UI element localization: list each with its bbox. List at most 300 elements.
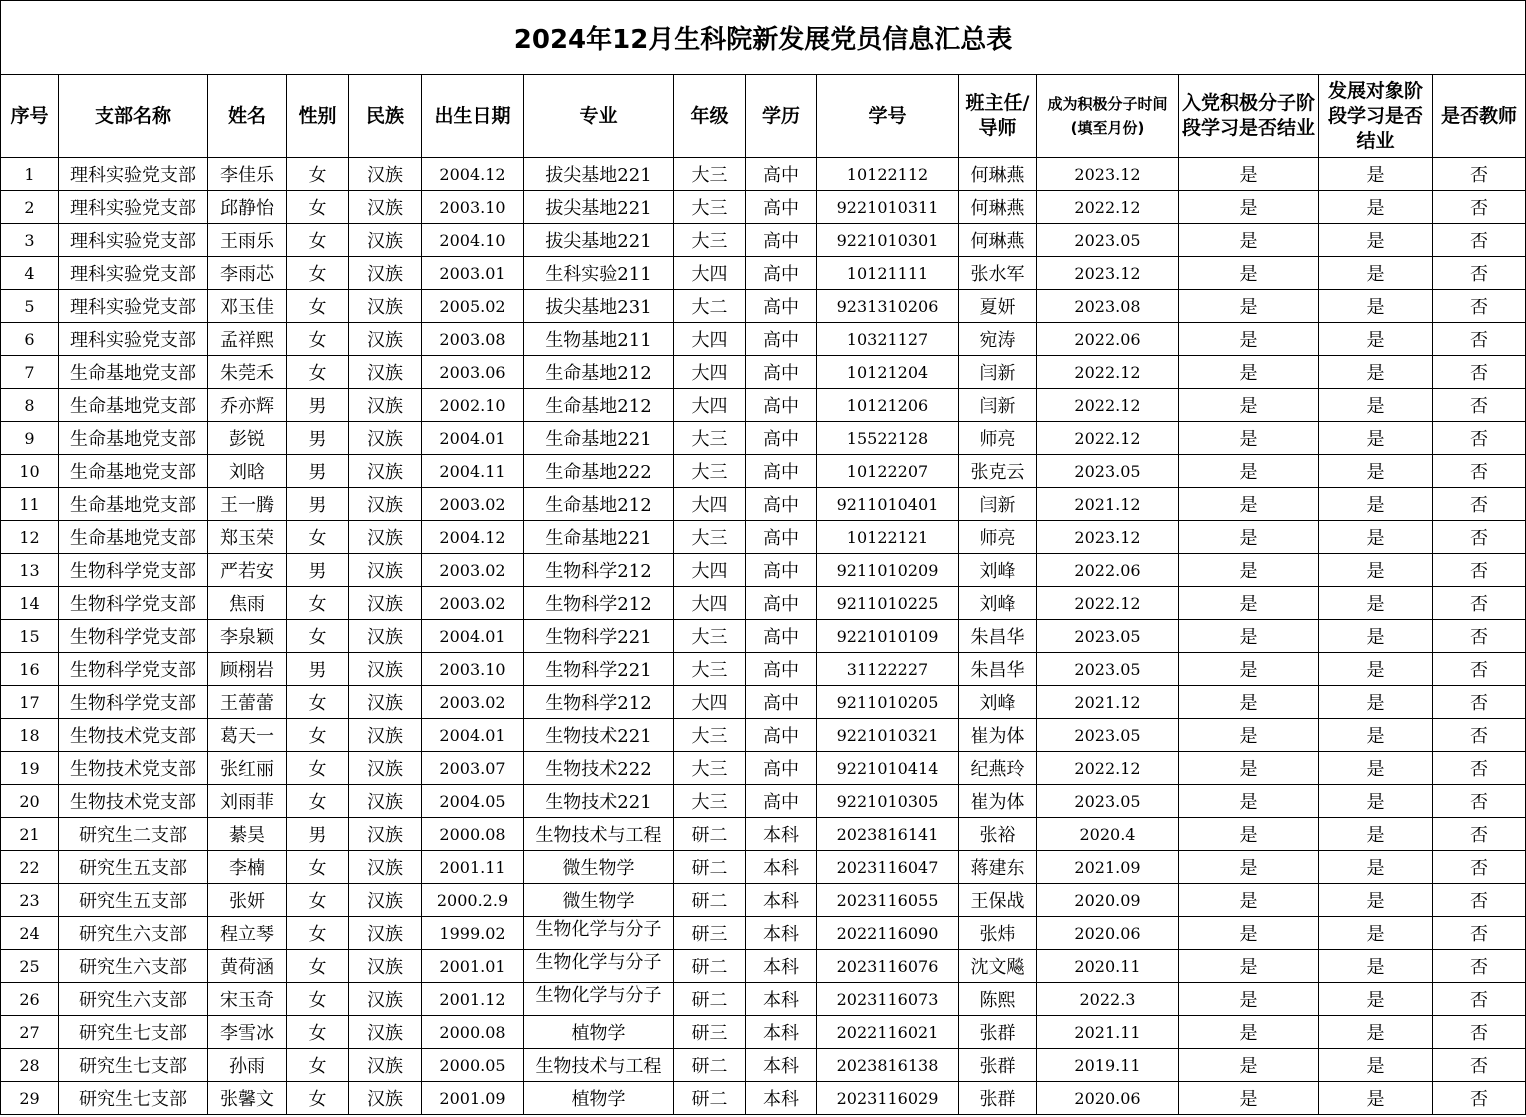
cell-name[interactable]: 李雨芯 — [208, 257, 287, 290]
cell-gender[interactable]: 女 — [287, 1082, 349, 1115]
cell-name[interactable]: 邱静怡 — [208, 191, 287, 224]
cell-candidate-training[interactable]: 是 — [1319, 884, 1433, 917]
cell-name[interactable]: 黄荷涵 — [208, 950, 287, 983]
cell-seq[interactable]: 8 — [1, 389, 59, 422]
cell-student-id[interactable]: 10122207 — [817, 455, 959, 488]
cell-gender[interactable]: 男 — [287, 389, 349, 422]
cell-major[interactable]: 生科实验211 — [524, 257, 674, 290]
cell-birth-date[interactable]: 2003.01 — [422, 257, 524, 290]
cell-education[interactable]: 本科 — [746, 1049, 817, 1082]
cell-name[interactable]: 刘晗 — [208, 455, 287, 488]
cell-grade[interactable]: 大三 — [674, 521, 746, 554]
cell-seq[interactable]: 18 — [1, 719, 59, 752]
cell-education[interactable]: 高中 — [746, 587, 817, 620]
cell-grade[interactable]: 大四 — [674, 257, 746, 290]
cell-ethnicity[interactable]: 汉族 — [349, 587, 422, 620]
cell-candidate-training[interactable]: 是 — [1319, 356, 1433, 389]
cell-birth-date[interactable]: 2003.02 — [422, 587, 524, 620]
cell-advisor[interactable]: 何琳燕 — [959, 224, 1037, 257]
cell-activist-training[interactable]: 是 — [1179, 1082, 1319, 1115]
cell-birth-date[interactable]: 2002.10 — [422, 389, 524, 422]
cell-activist-training[interactable]: 是 — [1179, 752, 1319, 785]
cell-ethnicity[interactable]: 汉族 — [349, 488, 422, 521]
cell-major[interactable]: 生物科学212 — [524, 587, 674, 620]
cell-grade[interactable]: 大三 — [674, 422, 746, 455]
cell-major[interactable]: 生命基地221 — [524, 422, 674, 455]
cell-grade[interactable]: 大四 — [674, 554, 746, 587]
cell-education[interactable]: 本科 — [746, 950, 817, 983]
cell-activist-training[interactable]: 是 — [1179, 455, 1319, 488]
cell-is-teacher[interactable]: 否 — [1433, 1082, 1526, 1115]
cell-advisor[interactable]: 师亮 — [959, 521, 1037, 554]
cell-birth-date[interactable]: 2004.12 — [422, 158, 524, 191]
cell-seq[interactable]: 16 — [1, 653, 59, 686]
cell-birth-date[interactable]: 2004.10 — [422, 224, 524, 257]
cell-student-id[interactable]: 10121111 — [817, 257, 959, 290]
cell-advisor[interactable]: 沈文飚 — [959, 950, 1037, 983]
cell-activist-training[interactable]: 是 — [1179, 290, 1319, 323]
cell-gender[interactable]: 女 — [287, 191, 349, 224]
cell-activist-training[interactable]: 是 — [1179, 818, 1319, 851]
cell-student-id[interactable]: 2022116021 — [817, 1016, 959, 1049]
cell-advisor[interactable]: 闫新 — [959, 356, 1037, 389]
cell-grade[interactable]: 大三 — [674, 785, 746, 818]
cell-gender[interactable]: 男 — [287, 554, 349, 587]
cell-candidate-training[interactable]: 是 — [1319, 917, 1433, 950]
cell-education[interactable]: 高中 — [746, 356, 817, 389]
cell-seq[interactable]: 28 — [1, 1049, 59, 1082]
cell-ethnicity[interactable]: 汉族 — [349, 356, 422, 389]
cell-candidate-training[interactable]: 是 — [1319, 785, 1433, 818]
column-header-activist-training[interactable]: 入党积极分子阶段学习是否结业 — [1179, 75, 1319, 158]
cell-major[interactable]: 生命基地222 — [524, 455, 674, 488]
cell-gender[interactable]: 女 — [287, 356, 349, 389]
cell-student-id[interactable]: 10121204 — [817, 356, 959, 389]
cell-is-teacher[interactable]: 否 — [1433, 290, 1526, 323]
column-header-candidate-training[interactable]: 发展对象阶段学习是否结业 — [1319, 75, 1433, 158]
cell-activist-training[interactable]: 是 — [1179, 191, 1319, 224]
cell-seq[interactable]: 17 — [1, 686, 59, 719]
cell-is-teacher[interactable]: 否 — [1433, 851, 1526, 884]
cell-ethnicity[interactable]: 汉族 — [349, 224, 422, 257]
cell-seq[interactable]: 14 — [1, 587, 59, 620]
cell-grade[interactable]: 研二 — [674, 983, 746, 1016]
cell-candidate-training[interactable]: 是 — [1319, 521, 1433, 554]
cell-ethnicity[interactable]: 汉族 — [349, 785, 422, 818]
cell-gender[interactable]: 男 — [287, 422, 349, 455]
cell-activist-date[interactable]: 2022.12 — [1037, 356, 1179, 389]
cell-grade[interactable]: 大四 — [674, 587, 746, 620]
cell-is-teacher[interactable]: 否 — [1433, 488, 1526, 521]
cell-candidate-training[interactable]: 是 — [1319, 422, 1433, 455]
cell-seq[interactable]: 13 — [1, 554, 59, 587]
cell-is-teacher[interactable]: 否 — [1433, 620, 1526, 653]
cell-student-id[interactable]: 9221010311 — [817, 191, 959, 224]
cell-activist-date[interactable]: 2023.05 — [1037, 653, 1179, 686]
cell-activist-training[interactable]: 是 — [1179, 1016, 1319, 1049]
cell-activist-training[interactable]: 是 — [1179, 917, 1319, 950]
cell-student-id[interactable]: 9221010414 — [817, 752, 959, 785]
cell-advisor[interactable]: 朱昌华 — [959, 653, 1037, 686]
cell-birth-date[interactable]: 2003.02 — [422, 488, 524, 521]
cell-grade[interactable]: 大三 — [674, 752, 746, 785]
cell-branch[interactable]: 研究生二支部 — [59, 818, 208, 851]
cell-advisor[interactable]: 闫新 — [959, 389, 1037, 422]
cell-education[interactable]: 高中 — [746, 191, 817, 224]
cell-grade[interactable]: 大二 — [674, 290, 746, 323]
cell-name[interactable]: 宋玉奇 — [208, 983, 287, 1016]
cell-advisor[interactable]: 崔为体 — [959, 785, 1037, 818]
cell-ethnicity[interactable]: 汉族 — [349, 554, 422, 587]
cell-seq[interactable]: 19 — [1, 752, 59, 785]
cell-is-teacher[interactable]: 否 — [1433, 884, 1526, 917]
cell-name[interactable]: 乔亦辉 — [208, 389, 287, 422]
cell-activist-date[interactable]: 2023.12 — [1037, 158, 1179, 191]
cell-education[interactable]: 高中 — [746, 554, 817, 587]
cell-birth-date[interactable]: 2001.11 — [422, 851, 524, 884]
cell-activist-date[interactable]: 2023.05 — [1037, 719, 1179, 752]
cell-grade[interactable]: 大三 — [674, 191, 746, 224]
cell-candidate-training[interactable]: 是 — [1319, 752, 1433, 785]
cell-is-teacher[interactable]: 否 — [1433, 356, 1526, 389]
cell-candidate-training[interactable]: 是 — [1319, 488, 1433, 521]
column-header-advisor[interactable]: 班主任/导师 — [959, 75, 1037, 158]
column-header-activist-date[interactable]: 成为积极分子时间(填至月份) — [1037, 75, 1179, 158]
cell-major[interactable]: 拔尖基地221 — [524, 224, 674, 257]
cell-seq[interactable]: 12 — [1, 521, 59, 554]
cell-activist-date[interactable]: 2023.05 — [1037, 224, 1179, 257]
cell-major[interactable]: 拔尖基地221 — [524, 158, 674, 191]
cell-birth-date[interactable]: 2003.10 — [422, 191, 524, 224]
cell-name[interactable]: 孙雨 — [208, 1049, 287, 1082]
cell-activist-date[interactable]: 2022.06 — [1037, 554, 1179, 587]
cell-activist-training[interactable]: 是 — [1179, 587, 1319, 620]
cell-major[interactable]: 生物技术221 — [524, 719, 674, 752]
cell-ethnicity[interactable]: 汉族 — [349, 917, 422, 950]
cell-candidate-training[interactable]: 是 — [1319, 1016, 1433, 1049]
cell-major[interactable]: 拔尖基地221 — [524, 191, 674, 224]
cell-student-id[interactable]: 10321127 — [817, 323, 959, 356]
cell-candidate-training[interactable]: 是 — [1319, 290, 1433, 323]
cell-birth-date[interactable]: 2003.02 — [422, 686, 524, 719]
cell-gender[interactable]: 女 — [287, 1049, 349, 1082]
cell-activist-date[interactable]: 2023.05 — [1037, 785, 1179, 818]
cell-branch[interactable]: 理科实验党支部 — [59, 224, 208, 257]
cell-seq[interactable]: 1 — [1, 158, 59, 191]
cell-name[interactable]: 王蕾蕾 — [208, 686, 287, 719]
cell-education[interactable]: 高中 — [746, 455, 817, 488]
cell-gender[interactable]: 女 — [287, 257, 349, 290]
cell-name[interactable]: 严若安 — [208, 554, 287, 587]
cell-education[interactable]: 高中 — [746, 158, 817, 191]
cell-activist-date[interactable]: 2021.11 — [1037, 1016, 1179, 1049]
cell-name[interactable]: 张馨文 — [208, 1082, 287, 1115]
cell-candidate-training[interactable]: 是 — [1319, 389, 1433, 422]
cell-branch[interactable]: 研究生五支部 — [59, 851, 208, 884]
cell-activist-date[interactable]: 2021.09 — [1037, 851, 1179, 884]
cell-branch[interactable]: 生命基地党支部 — [59, 521, 208, 554]
cell-candidate-training[interactable]: 是 — [1319, 686, 1433, 719]
cell-is-teacher[interactable]: 否 — [1433, 224, 1526, 257]
cell-major[interactable]: 生物技术与工程 — [524, 818, 674, 851]
cell-ethnicity[interactable]: 汉族 — [349, 1082, 422, 1115]
cell-name[interactable]: 李泉颖 — [208, 620, 287, 653]
cell-is-teacher[interactable]: 否 — [1433, 323, 1526, 356]
cell-student-id[interactable]: 2023116055 — [817, 884, 959, 917]
cell-student-id[interactable]: 2023816138 — [817, 1049, 959, 1082]
cell-activist-training[interactable]: 是 — [1179, 488, 1319, 521]
cell-candidate-training[interactable]: 是 — [1319, 323, 1433, 356]
cell-birth-date[interactable]: 2004.05 — [422, 785, 524, 818]
cell-activist-date[interactable]: 2022.12 — [1037, 389, 1179, 422]
cell-education[interactable]: 高中 — [746, 290, 817, 323]
cell-major[interactable]: 生物科学221 — [524, 653, 674, 686]
cell-ethnicity[interactable]: 汉族 — [349, 884, 422, 917]
cell-candidate-training[interactable]: 是 — [1319, 257, 1433, 290]
cell-name[interactable]: 葛天一 — [208, 719, 287, 752]
cell-gender[interactable]: 女 — [287, 521, 349, 554]
cell-name[interactable]: 刘雨菲 — [208, 785, 287, 818]
cell-major[interactable]: 生物科学221 — [524, 620, 674, 653]
cell-seq[interactable]: 24 — [1, 917, 59, 950]
cell-ethnicity[interactable]: 汉族 — [349, 752, 422, 785]
cell-ethnicity[interactable]: 汉族 — [349, 851, 422, 884]
cell-branch[interactable]: 生物科学党支部 — [59, 554, 208, 587]
cell-seq[interactable]: 2 — [1, 191, 59, 224]
cell-gender[interactable]: 女 — [287, 620, 349, 653]
cell-ethnicity[interactable]: 汉族 — [349, 521, 422, 554]
cell-advisor[interactable]: 张裕 — [959, 818, 1037, 851]
cell-name[interactable]: 邓玉佳 — [208, 290, 287, 323]
cell-grade[interactable]: 大四 — [674, 488, 746, 521]
column-header-seq[interactable]: 序号 — [1, 75, 59, 158]
cell-is-teacher[interactable]: 否 — [1433, 719, 1526, 752]
cell-education[interactable]: 高中 — [746, 719, 817, 752]
cell-student-id[interactable]: 10121206 — [817, 389, 959, 422]
cell-gender[interactable]: 女 — [287, 158, 349, 191]
cell-candidate-training[interactable]: 是 — [1319, 818, 1433, 851]
cell-grade[interactable]: 研三 — [674, 1016, 746, 1049]
cell-activist-training[interactable]: 是 — [1179, 884, 1319, 917]
cell-gender[interactable]: 女 — [287, 587, 349, 620]
cell-branch[interactable]: 生物科学党支部 — [59, 587, 208, 620]
cell-advisor[interactable]: 宛涛 — [959, 323, 1037, 356]
cell-grade[interactable]: 大三 — [674, 455, 746, 488]
cell-branch[interactable]: 研究生六支部 — [59, 950, 208, 983]
cell-ethnicity[interactable]: 汉族 — [349, 323, 422, 356]
cell-is-teacher[interactable]: 否 — [1433, 950, 1526, 983]
cell-is-teacher[interactable]: 否 — [1433, 158, 1526, 191]
cell-gender[interactable]: 女 — [287, 686, 349, 719]
column-header-student-id[interactable]: 学号 — [817, 75, 959, 158]
cell-activist-training[interactable]: 是 — [1179, 983, 1319, 1016]
cell-grade[interactable]: 大三 — [674, 719, 746, 752]
cell-is-teacher[interactable]: 否 — [1433, 191, 1526, 224]
cell-major[interactable]: 生命基地212 — [524, 389, 674, 422]
cell-branch[interactable]: 理科实验党支部 — [59, 158, 208, 191]
cell-activist-training[interactable]: 是 — [1179, 719, 1319, 752]
column-header-name[interactable]: 姓名 — [208, 75, 287, 158]
cell-name[interactable]: 王雨乐 — [208, 224, 287, 257]
cell-education[interactable]: 高中 — [746, 389, 817, 422]
cell-name[interactable]: 王一腾 — [208, 488, 287, 521]
cell-gender[interactable]: 男 — [287, 653, 349, 686]
cell-grade[interactable]: 研三 — [674, 917, 746, 950]
cell-advisor[interactable]: 张群 — [959, 1016, 1037, 1049]
cell-gender[interactable]: 男 — [287, 818, 349, 851]
column-header-major[interactable]: 专业 — [524, 75, 674, 158]
cell-ethnicity[interactable]: 汉族 — [349, 257, 422, 290]
cell-grade[interactable]: 大四 — [674, 323, 746, 356]
cell-birth-date[interactable]: 2003.07 — [422, 752, 524, 785]
cell-advisor[interactable]: 陈熙 — [959, 983, 1037, 1016]
table-title[interactable]: 2024年12月生科院新发展党员信息汇总表 — [1, 1, 1526, 75]
cell-is-teacher[interactable]: 否 — [1433, 554, 1526, 587]
cell-birth-date[interactable]: 2000.2.9 — [422, 884, 524, 917]
cell-branch[interactable]: 研究生五支部 — [59, 884, 208, 917]
cell-education[interactable]: 高中 — [746, 752, 817, 785]
cell-gender[interactable]: 男 — [287, 488, 349, 521]
cell-grade[interactable]: 研二 — [674, 818, 746, 851]
cell-birth-date[interactable]: 2000.05 — [422, 1049, 524, 1082]
cell-education[interactable]: 高中 — [746, 653, 817, 686]
cell-major[interactable]: 拔尖基地231 — [524, 290, 674, 323]
cell-branch[interactable]: 生物科学党支部 — [59, 620, 208, 653]
cell-seq[interactable]: 7 — [1, 356, 59, 389]
cell-birth-date[interactable]: 2001.12 — [422, 983, 524, 1016]
cell-student-id[interactable]: 2023116076 — [817, 950, 959, 983]
cell-name[interactable]: 李雪冰 — [208, 1016, 287, 1049]
cell-education[interactable]: 本科 — [746, 983, 817, 1016]
cell-branch[interactable]: 研究生七支部 — [59, 1016, 208, 1049]
cell-birth-date[interactable]: 2001.01 — [422, 950, 524, 983]
cell-birth-date[interactable]: 2004.12 — [422, 521, 524, 554]
cell-ethnicity[interactable]: 汉族 — [349, 818, 422, 851]
cell-activist-date[interactable]: 2023.12 — [1037, 257, 1179, 290]
cell-branch[interactable]: 生命基地党支部 — [59, 488, 208, 521]
cell-is-teacher[interactable]: 否 — [1433, 422, 1526, 455]
cell-education[interactable]: 本科 — [746, 1082, 817, 1115]
cell-seq[interactable]: 4 — [1, 257, 59, 290]
cell-gender[interactable]: 女 — [287, 323, 349, 356]
cell-major[interactable]: 生物科学212 — [524, 554, 674, 587]
cell-branch[interactable]: 生物技术党支部 — [59, 719, 208, 752]
cell-major[interactable]: 生物技术221 — [524, 785, 674, 818]
cell-branch[interactable]: 生物技术党支部 — [59, 752, 208, 785]
cell-birth-date[interactable]: 2001.09 — [422, 1082, 524, 1115]
cell-seq[interactable]: 5 — [1, 290, 59, 323]
cell-seq[interactable]: 15 — [1, 620, 59, 653]
cell-education[interactable]: 本科 — [746, 884, 817, 917]
cell-seq[interactable]: 27 — [1, 1016, 59, 1049]
cell-is-teacher[interactable]: 否 — [1433, 983, 1526, 1016]
cell-is-teacher[interactable]: 否 — [1433, 1016, 1526, 1049]
cell-activist-date[interactable]: 2022.12 — [1037, 752, 1179, 785]
cell-birth-date[interactable]: 2003.02 — [422, 554, 524, 587]
cell-ethnicity[interactable]: 汉族 — [349, 1016, 422, 1049]
cell-ethnicity[interactable]: 汉族 — [349, 653, 422, 686]
cell-ethnicity[interactable]: 汉族 — [349, 1049, 422, 1082]
cell-activist-date[interactable]: 2022.12 — [1037, 587, 1179, 620]
cell-education[interactable]: 本科 — [746, 851, 817, 884]
cell-education[interactable]: 高中 — [746, 785, 817, 818]
column-header-education[interactable]: 学历 — [746, 75, 817, 158]
cell-branch[interactable]: 研究生七支部 — [59, 1082, 208, 1115]
cell-activist-date[interactable]: 2022.12 — [1037, 422, 1179, 455]
cell-student-id[interactable]: 9221010305 — [817, 785, 959, 818]
cell-student-id[interactable]: 15522128 — [817, 422, 959, 455]
cell-ethnicity[interactable]: 汉族 — [349, 620, 422, 653]
cell-education[interactable]: 本科 — [746, 1016, 817, 1049]
cell-branch[interactable]: 生命基地党支部 — [59, 455, 208, 488]
cell-ethnicity[interactable]: 汉族 — [349, 455, 422, 488]
cell-education[interactable]: 高中 — [746, 257, 817, 290]
cell-activist-date[interactable]: 2020.06 — [1037, 917, 1179, 950]
cell-activist-training[interactable]: 是 — [1179, 224, 1319, 257]
cell-is-teacher[interactable]: 否 — [1433, 455, 1526, 488]
cell-activist-date[interactable]: 2022.12 — [1037, 191, 1179, 224]
cell-education[interactable]: 高中 — [746, 224, 817, 257]
cell-candidate-training[interactable]: 是 — [1319, 1049, 1433, 1082]
cell-birth-date[interactable]: 2004.01 — [422, 620, 524, 653]
cell-is-teacher[interactable]: 否 — [1433, 686, 1526, 719]
cell-candidate-training[interactable]: 是 — [1319, 455, 1433, 488]
cell-ethnicity[interactable]: 汉族 — [349, 983, 422, 1016]
cell-gender[interactable]: 女 — [287, 1016, 349, 1049]
cell-education[interactable]: 高中 — [746, 323, 817, 356]
cell-major[interactable]: 生物科学212 — [524, 686, 674, 719]
cell-seq[interactable]: 29 — [1, 1082, 59, 1115]
cell-seq[interactable]: 26 — [1, 983, 59, 1016]
cell-activist-training[interactable]: 是 — [1179, 1049, 1319, 1082]
cell-activist-training[interactable]: 是 — [1179, 554, 1319, 587]
cell-birth-date[interactable]: 2004.11 — [422, 455, 524, 488]
column-header-is-teacher[interactable]: 是否教师 — [1433, 75, 1526, 158]
cell-major[interactable]: 微生物学 — [524, 884, 674, 917]
cell-grade[interactable]: 大三 — [674, 158, 746, 191]
cell-advisor[interactable]: 师亮 — [959, 422, 1037, 455]
cell-activist-training[interactable]: 是 — [1179, 158, 1319, 191]
cell-gender[interactable]: 女 — [287, 785, 349, 818]
cell-activist-date[interactable]: 2021.12 — [1037, 488, 1179, 521]
cell-student-id[interactable]: 2023816141 — [817, 818, 959, 851]
cell-major[interactable]: 生物技术与工程 — [524, 1049, 674, 1082]
cell-candidate-training[interactable]: 是 — [1319, 224, 1433, 257]
cell-name[interactable]: 郑玉荣 — [208, 521, 287, 554]
cell-birth-date[interactable]: 2004.01 — [422, 719, 524, 752]
cell-advisor[interactable]: 朱昌华 — [959, 620, 1037, 653]
cell-student-id[interactable]: 2023116047 — [817, 851, 959, 884]
cell-major[interactable]: 生命基地212 — [524, 356, 674, 389]
cell-activist-training[interactable]: 是 — [1179, 257, 1319, 290]
cell-name[interactable]: 焦雨 — [208, 587, 287, 620]
cell-gender[interactable]: 女 — [287, 290, 349, 323]
cell-name[interactable]: 程立琴 — [208, 917, 287, 950]
cell-activist-date[interactable]: 2019.11 — [1037, 1049, 1179, 1082]
cell-grade[interactable]: 研二 — [674, 851, 746, 884]
cell-student-id[interactable]: 2023116029 — [817, 1082, 959, 1115]
cell-is-teacher[interactable]: 否 — [1433, 818, 1526, 851]
cell-major[interactable]: 生物技术222 — [524, 752, 674, 785]
cell-activist-training[interactable]: 是 — [1179, 653, 1319, 686]
cell-student-id[interactable]: 2022116090 — [817, 917, 959, 950]
cell-student-id[interactable]: 9221010321 — [817, 719, 959, 752]
cell-grade[interactable]: 大四 — [674, 356, 746, 389]
cell-major[interactable]: 生物化学与分子 — [524, 950, 674, 983]
column-header-ethnicity[interactable]: 民族 — [349, 75, 422, 158]
cell-gender[interactable]: 男 — [287, 455, 349, 488]
cell-activist-date[interactable]: 2022.3 — [1037, 983, 1179, 1016]
